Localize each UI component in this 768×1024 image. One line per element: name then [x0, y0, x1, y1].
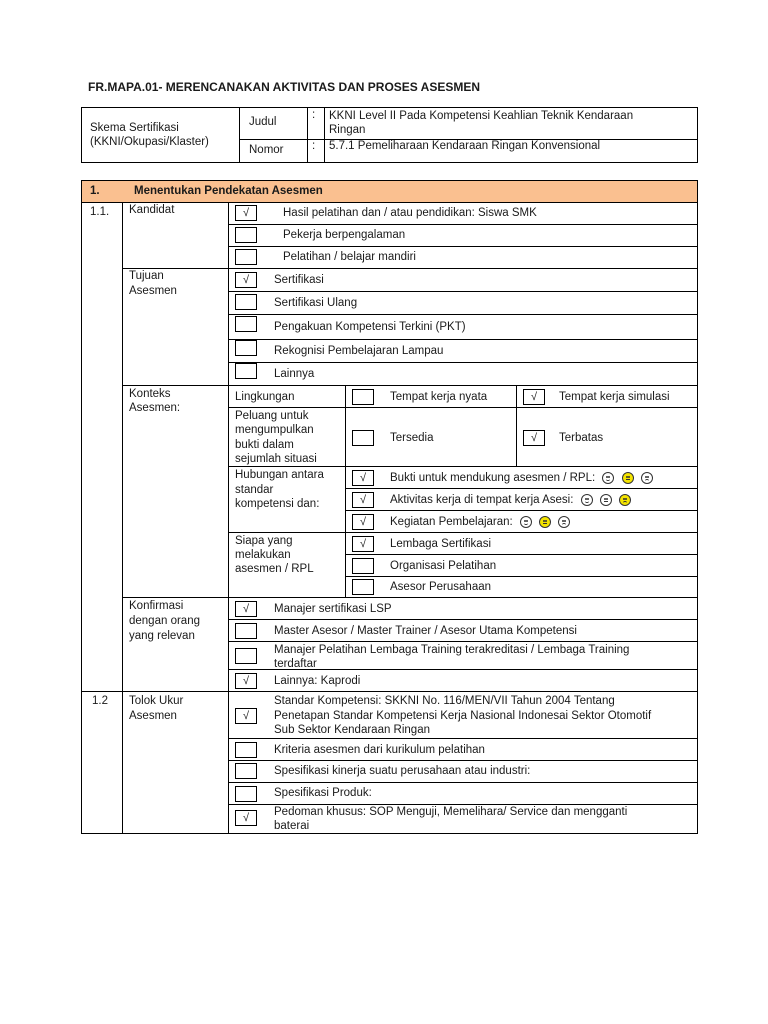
- lingkungan-checkbox-1[interactable]: [352, 389, 374, 405]
- nomor-label: Nomor: [249, 144, 284, 156]
- check-mark: √: [530, 432, 538, 444]
- konfirmasi-option-2: Master Asesor / Master Trainer / Asesor Utama Kompetensi: [274, 625, 577, 637]
- item-number-1-2: 1.2: [92, 695, 108, 707]
- tujuan-checkbox-5[interactable]: [235, 363, 257, 379]
- smile-face-icon: [602, 472, 614, 484]
- judul-value: KKNI Level II Pada Kompetensi Keahlian Teknik Kendaraan: [329, 110, 634, 122]
- tolok-option-1: Standar Kompetensi: SKKNI No. 116/MEN/VII Tahun 2004 Tentang: [274, 695, 615, 707]
- smile-face-icon: [520, 516, 532, 528]
- konfirmasi-option-4: Lainnya: Kaprodi: [274, 675, 361, 687]
- peluang-option-1: Tersedia: [390, 432, 434, 444]
- kandidat-checkbox-2[interactable]: [235, 227, 257, 243]
- konfirmasi-option-3-cont: terdaftar: [274, 658, 317, 670]
- sad-face-icon: [619, 494, 631, 506]
- check-mark: √: [359, 538, 367, 550]
- hubungan-label: Hubungan antara: [235, 469, 324, 481]
- tujuan-label-sub: Asesmen: [129, 285, 177, 297]
- peluang-checkbox-2[interactable]: [523, 430, 545, 446]
- kandidat-option-3: Pelatihan / belajar mandiri: [283, 251, 416, 263]
- lingkungan-option-2: Tempat kerja simulasi: [559, 391, 670, 403]
- hubungan-option-1: Bukti untuk mendukung asesmen / RPL:: [390, 471, 653, 486]
- siapa-checkbox-3[interactable]: [352, 579, 374, 595]
- peluang-label-2: mengumpulkan: [235, 424, 314, 436]
- scheme-label: Skema Sertifikasi: [90, 122, 179, 134]
- tujuan-option-2: Sertifikasi Ulang: [274, 297, 358, 309]
- siapa-option-2: Organisasi Pelatihan: [390, 560, 497, 572]
- tolok-checkbox-1[interactable]: [235, 708, 257, 724]
- tujuan-option-3: Pengakuan Kompetensi Terkini (PKT): [274, 321, 466, 333]
- item-number-1-1: 1.1.: [90, 206, 110, 218]
- konfirmasi-checkbox-3[interactable]: [235, 648, 257, 664]
- peluang-label-3: bukti dalam: [235, 439, 294, 451]
- tolok-option-3: Spesifikasi kinerja suatu perusahaan atau industri:: [274, 765, 531, 777]
- tujuan-option-5: Lainnya: [274, 368, 315, 380]
- hubungan-checkbox-1[interactable]: [352, 470, 374, 486]
- tujuan-option-4: Rekognisi Pembelajaran Lampau: [274, 345, 444, 357]
- hubungan-label-2: standar: [235, 484, 274, 496]
- tolok-checkbox-2[interactable]: [235, 742, 257, 758]
- tujuan-checkbox-2[interactable]: [235, 294, 257, 310]
- tolok-checkbox-5[interactable]: [235, 810, 257, 826]
- kandidat-checkbox-3[interactable]: [235, 249, 257, 265]
- page-title: FR.MAPA.01- MERENCANAKAN AKTIVITAS DAN PROSES ASESMEN: [88, 80, 481, 94]
- konfirmasi-option-1: Manajer sertifikasi LSP: [274, 603, 392, 615]
- hubungan-label-3: kompetensi dan:: [235, 498, 320, 510]
- siapa-option-3: Asesor Perusahaan: [390, 581, 492, 593]
- konfirmasi-checkbox-4[interactable]: [235, 673, 257, 689]
- tolok-ukur-label-sub: Asesmen: [129, 710, 177, 722]
- check-mark: √: [242, 603, 250, 615]
- nomor-colon: :: [312, 140, 316, 152]
- tolok-option-2: Kriteria asesmen dari kurikulum pelatihan: [274, 744, 485, 756]
- siapa-checkbox-1[interactable]: [352, 536, 374, 552]
- peluang-label-4: sejumlah situasi: [235, 453, 317, 465]
- tolok-option-5-line2: baterai: [274, 820, 310, 832]
- check-mark: √: [359, 494, 367, 506]
- section-title: Menentukan Pendekatan Asesmen: [134, 185, 323, 197]
- judul-colon: :: [312, 109, 316, 121]
- lingkungan-option-1: Tempat kerja nyata: [390, 391, 488, 403]
- kandidat-label: Kandidat: [129, 204, 175, 216]
- siapa-label: Siapa yang: [235, 535, 293, 547]
- kandidat-option-1: Hasil pelatihan dan / atau pendidikan: Siswa SMK: [283, 207, 537, 219]
- tujuan-option-1: Sertifikasi: [274, 274, 324, 286]
- check-mark: √: [359, 472, 367, 484]
- check-mark: √: [242, 812, 250, 824]
- siapa-option-1: Lembaga Sertifikasi: [390, 538, 491, 550]
- tujuan-checkbox-3[interactable]: [235, 316, 257, 332]
- hubungan-checkbox-3[interactable]: [352, 514, 374, 530]
- siapa-label-3: asesmen / RPL: [235, 563, 314, 575]
- check-mark: √: [530, 391, 538, 403]
- konfirmasi-checkbox-1[interactable]: [235, 601, 257, 617]
- tolok-option-4: Spesifikasi Produk:: [274, 787, 372, 799]
- check-mark: √: [242, 274, 250, 286]
- check-mark: √: [359, 516, 367, 528]
- neutral-face-icon: [622, 472, 634, 484]
- peluang-option-2: Terbatas: [559, 432, 604, 444]
- tolok-checkbox-4[interactable]: [235, 786, 257, 802]
- sad-face-icon: [641, 472, 653, 484]
- tujuan-checkbox-4[interactable]: [235, 340, 257, 356]
- neutral-face-icon: [539, 516, 551, 528]
- tolok-checkbox-3[interactable]: [235, 763, 257, 779]
- kandidat-option-2: Pekerja berpengalaman: [283, 229, 406, 241]
- siapa-label-2: melakukan: [235, 549, 291, 561]
- check-mark: √: [242, 675, 250, 687]
- tolok-option-1-line2: Penetapan Standar Kompetensi Kerja Nasional Indonesai Sektor Otomotif: [274, 710, 652, 722]
- siapa-checkbox-2[interactable]: [352, 558, 374, 574]
- tujuan-checkbox-1[interactable]: [235, 272, 257, 288]
- peluang-checkbox-1[interactable]: [352, 430, 374, 446]
- judul-value-cont: Ringan: [329, 124, 366, 136]
- scheme-label-sub: (KKNI/Okupasi/Klaster): [90, 136, 209, 148]
- konfirmasi-option-3: Manajer Pelatihan Lembaga Training terakreditasi / Lembaga Training: [274, 644, 630, 656]
- lingkungan-checkbox-2[interactable]: [523, 389, 545, 405]
- konteks-label: Konteks: [129, 388, 171, 400]
- check-mark: √: [242, 207, 250, 219]
- check-mark: √: [242, 710, 250, 722]
- nomor-value: 5.7.1 Pemeliharaan Kendaraan Ringan Konvensional: [329, 140, 601, 152]
- sad-face-icon: [558, 516, 570, 528]
- konteks-label-sub: Asesmen:: [129, 402, 181, 414]
- kandidat-checkbox-1[interactable]: [235, 205, 257, 221]
- hubungan-checkbox-2[interactable]: [352, 492, 374, 508]
- smile-face-icon: [581, 494, 593, 506]
- hubungan-option-2: Aktivitas kerja di tempat kerja Asesi:: [390, 493, 631, 508]
- konfirmasi-label-2: dengan orang: [129, 615, 200, 627]
- tolok-option-5: Pedoman khusus: SOP Menguji, Memelihara/ Service dan mengganti: [274, 806, 628, 818]
- konfirmasi-label-3: yang relevan: [129, 630, 195, 642]
- judul-label: Judul: [249, 116, 277, 128]
- tolok-option-1-line3: Sub Sektor Kendaraan Ringan: [274, 724, 430, 736]
- tolok-ukur-label: Tolok Ukur: [129, 695, 184, 707]
- hubungan-option-3: Kegiatan Pembelajaran:: [390, 515, 570, 530]
- tujuan-label: Tujuan: [129, 270, 164, 282]
- konfirmasi-checkbox-2[interactable]: [235, 623, 257, 639]
- konfirmasi-label: Konfirmasi: [129, 600, 184, 612]
- lingkungan-label: Lingkungan: [235, 391, 295, 403]
- section-number: 1.: [90, 185, 100, 197]
- neutral-face-icon: [600, 494, 612, 506]
- peluang-label: Peluang untuk: [235, 410, 309, 422]
